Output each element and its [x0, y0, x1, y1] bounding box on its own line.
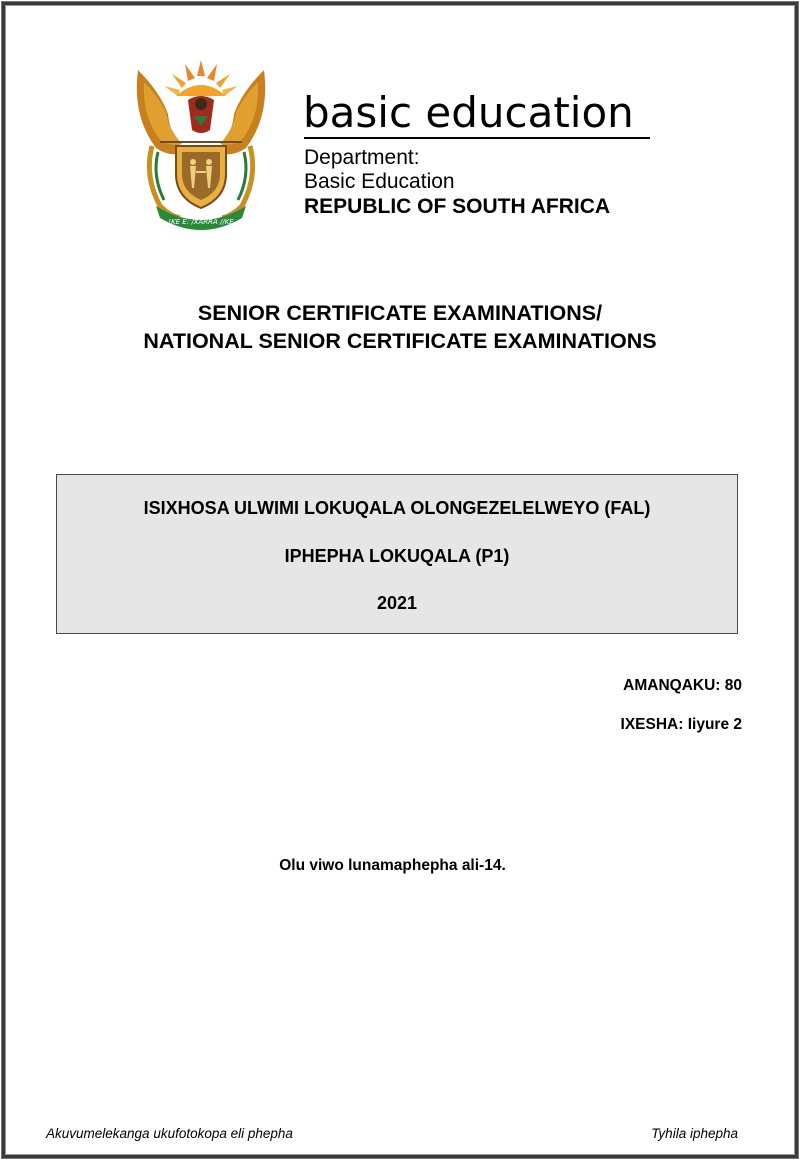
- time-label: IXESHA: Iiyure 2: [620, 716, 742, 733]
- paper-number: IPHEPHA LOKUQALA (P1): [284, 546, 510, 566]
- coat-of-arms-logo: [130, 56, 272, 232]
- turn-over-note: Tyhila iphepha: [651, 1126, 738, 1141]
- brand-divider: [304, 137, 650, 139]
- subject-box: [56, 474, 738, 634]
- svg-text:!KE E: /XARRA //KE: !KE E: /XARRA //KE: [168, 218, 234, 226]
- marks-label: AMANQAKU: 80: [623, 677, 742, 694]
- department-label: Department:: [304, 146, 420, 169]
- subject-name: ISIXHOSA ULWIMI LOKUQALA OLONGEZELELWEYO (FAL): [143, 498, 651, 518]
- exam-heading-line1: SENIOR CERTIFICATE EXAMINATIONS/: [197, 301, 603, 325]
- copyright-notice: Akuvumelekanga ukufotokopa eli phepha: [46, 1126, 293, 1141]
- page-count-note: Olu viwo lunamaphepha ali-14.: [279, 857, 506, 874]
- exam-year: 2021: [376, 593, 418, 613]
- exam-heading-line2: NATIONAL SENIOR CERTIFICATE EXAMINATIONS: [143, 329, 657, 353]
- brand-title: basic education: [303, 88, 634, 137]
- department-name: Basic Education: [304, 170, 455, 193]
- sun-icon: [164, 60, 238, 96]
- country-name: REPUBLIC OF SOUTH AFRICA: [304, 195, 611, 218]
